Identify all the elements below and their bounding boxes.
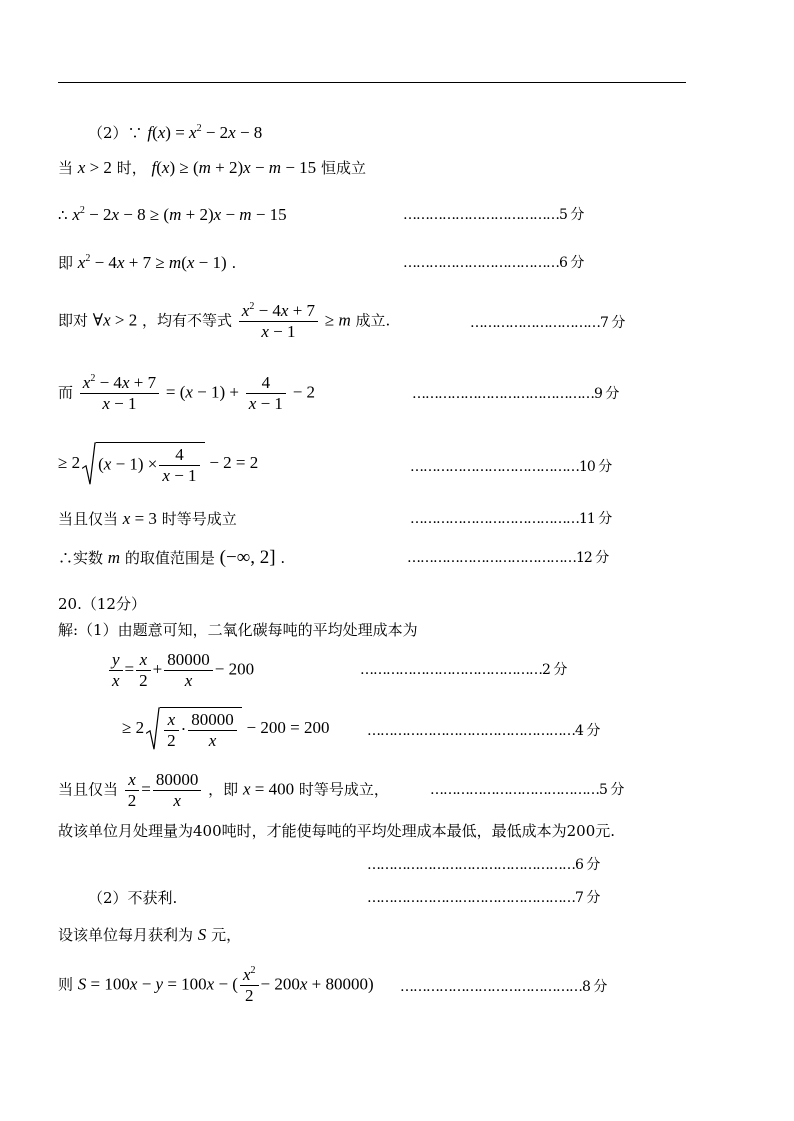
score-11: …………………………………11 分 (410, 511, 612, 527)
fraction: $\frac{x}{2}$ (136, 650, 151, 691)
q20-eq1 (107, 650, 254, 691)
fraction: $\frac{y}{x}$ (109, 650, 123, 691)
q20-eq2 (122, 707, 329, 751)
math-expr: $x^2 - 2x - 8 \ge (m + 2)x - m - 15$ (72, 205, 287, 224)
math-expr: − 200x + 80000) (260, 974, 374, 994)
text: 时， (116, 159, 147, 177)
fraction: $\frac{x^2}{2}$ (240, 965, 259, 1006)
line-range (58, 548, 285, 568)
math-expr: $x^2 - 4x + 7 \ge m(x - 1)$ (77, 253, 227, 272)
math-expr: ∀x > 2 (92, 310, 138, 330)
text: 当且仅当 (58, 510, 119, 528)
q20-intro: 解:（1）由题意可知，二氧化碳每吨的平均处理成本为 (58, 621, 418, 639)
score-7: …………………………7 分 (470, 315, 625, 331)
math-expr: + (152, 659, 163, 679)
q20-conclusion: 故该单位月处理量为400吨时，才能使每吨的平均处理成本最低，最低成本为200元. (58, 822, 616, 840)
score-q5: …………………………………5 分 (430, 782, 624, 798)
text: 而 (58, 383, 74, 402)
text: 设该单位每月获利为 (58, 926, 194, 944)
score-9: ……………………………………9 分 (412, 386, 619, 402)
score-q4: …………………………………………4 分 (367, 723, 600, 739)
text: 恒成立 (320, 159, 366, 177)
line-f-def (88, 123, 262, 143)
text: . (231, 254, 237, 272)
math-expr: ≥ m (324, 310, 351, 330)
text: ∴实数 (58, 549, 104, 567)
text: ∴ (58, 206, 68, 224)
q20-part2: （2）不获利. (88, 889, 178, 907)
score-q6: …………………………………………6 分 (367, 857, 600, 873)
text: 成立. (355, 311, 391, 330)
line-equality (58, 509, 237, 529)
fraction: $\frac{4}{x - 1}$ (246, 373, 286, 414)
math-expr: = (124, 659, 135, 679)
header-rule (58, 82, 686, 83)
text: 时等号成立， (298, 780, 389, 799)
score-q8: ……………………………………8 分 (400, 979, 607, 995)
text: 的取值范围是 (124, 549, 215, 567)
math-expr: ≥ 2 (122, 718, 145, 737)
fraction: $\frac{80000}{x}$ (164, 650, 213, 691)
score-6: ………………………………6 分 (403, 255, 584, 271)
score-q2: ……………………………………2 分 (360, 662, 567, 678)
text: . (280, 549, 286, 567)
score-5: ………………………………5 分 (403, 207, 584, 223)
fraction: $\frac{x^2 - 4x + 7}{x - 1}$ (239, 301, 318, 342)
q20-let (58, 925, 241, 945)
text: 当 (58, 159, 74, 177)
line-namely (58, 253, 236, 273)
math-expr: S (197, 925, 207, 944)
math-expr: = (141, 779, 151, 799)
text: ，均有不等式 (141, 311, 232, 330)
math-expr: − 2 = 2 (209, 453, 259, 472)
line-condition (58, 158, 366, 178)
line-label: （2）∵ (88, 124, 143, 142)
q20-header: 20.（12分） (58, 595, 146, 613)
text: 当且仅当 (58, 780, 119, 799)
math-expr: = (x − 1) + (165, 382, 239, 402)
score-q7: …………………………………………7 分 (367, 890, 600, 906)
math-expr: − 200 (214, 659, 255, 679)
fraction: $\frac{x^2 - 4x + 7}{x - 1}$ (80, 373, 159, 414)
math-expr: x = 400 (242, 779, 295, 799)
text: 时等号成立 (161, 510, 237, 528)
q20-profit (58, 965, 374, 1006)
line-amgm (58, 442, 258, 486)
text: ，即 (208, 780, 239, 799)
radical-sign (146, 707, 160, 751)
math-expr: (−∞, 2] (219, 547, 276, 568)
fraction: $\frac{80000}{x}$ (153, 770, 202, 811)
line-therefore (58, 205, 287, 225)
math-expr: m (107, 548, 121, 567)
text: 即 (58, 254, 74, 272)
math-expr: ≥ 2 (58, 453, 81, 472)
sqrt-expr: (x − 1) × $\frac{4}{x - 1}$ (82, 442, 204, 486)
line-forall (58, 301, 390, 342)
line-and (58, 373, 315, 414)
sqrt-expr: $\frac{x}{2}$ · $\frac{80000}{x}$ (146, 707, 242, 751)
q20-equality (58, 770, 389, 811)
math-expr: − 2 (292, 382, 316, 402)
fraction: $\frac{x}{2}$ (125, 770, 140, 811)
score-10: …………………………………10 分 (410, 459, 612, 475)
math-expr: $f(x) = x^2 - 2x - 8$ (147, 123, 263, 142)
math-expr: x > 2 (77, 158, 112, 177)
radical-sign (82, 442, 96, 486)
math-expr: f(x) ≥ (m + 2)x − m − 15 (151, 158, 317, 177)
text: 则 (58, 975, 74, 994)
text: 即对 (58, 311, 89, 330)
text: 元， (211, 926, 242, 944)
math-expr: x = 3 (122, 509, 157, 528)
math-expr: S = 100x − y = 100x − ( (77, 974, 238, 994)
math-expr: − 200 = 200 (246, 718, 330, 737)
score-12: …………………………………12 分 (407, 550, 609, 566)
